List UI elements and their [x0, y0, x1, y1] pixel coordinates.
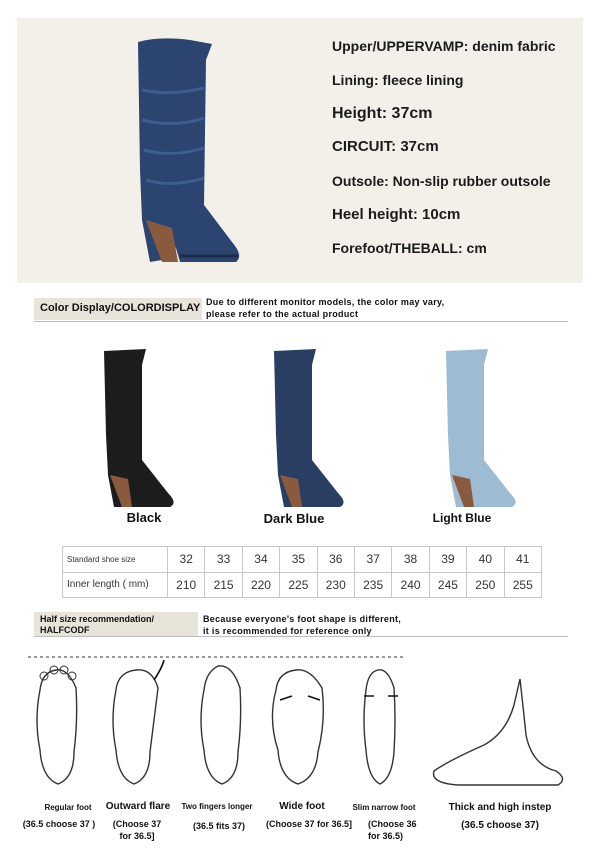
foot-caption-wide: Wide foot [279, 801, 325, 812]
boot-black-image [96, 345, 186, 510]
half-size-note-line1: Because everyone's foot shape is different, [203, 614, 402, 624]
spec-forefoot: Forefoot/THEBALL: cm [332, 240, 487, 256]
length-cell: 250 [467, 572, 504, 598]
foot-sub-high-instep: (36.5 choose 37) [461, 820, 539, 831]
size-cell: 32 [168, 547, 205, 573]
divider [34, 321, 568, 322]
length-cell: 255 [504, 572, 541, 598]
spec-height: Height: 37cm [332, 105, 433, 122]
foot-sub-outward-flare: (Choose 37 for 36.5] [112, 819, 162, 841]
foot-caption-regular: Regular foot [44, 803, 92, 812]
color-label-light-blue: Light Blue [432, 511, 492, 525]
foot-high-instep-icon [428, 675, 573, 790]
foot-two-fingers-icon [192, 660, 252, 790]
length-row-label: Inner length ( mm) [63, 572, 168, 598]
spec-circuit: CIRCUIT: 37cm [332, 138, 439, 155]
foot-sub-slim: (Choose 36 for 36.5) [368, 819, 417, 841]
length-cell: 225 [280, 572, 317, 598]
size-row [63, 547, 542, 573]
spec-lining: Lining: fleece lining [332, 72, 464, 88]
size-cell: 37 [354, 547, 391, 573]
spec-upper: Upper/UPPERVAMP: denim fabric [332, 38, 556, 54]
half-size-note [203, 613, 401, 637]
foot-wide-icon [266, 660, 332, 790]
size-cell: 33 [205, 547, 242, 573]
length-cell: 240 [392, 572, 429, 598]
half-size-tab-line2: HALFCODF [40, 625, 90, 635]
half-size-tab [34, 612, 198, 636]
spec-panel [17, 18, 583, 283]
spec-outsole: Outsole: Non-slip rubber outsole [332, 173, 551, 189]
color-note-line2: please refer to the actual product [206, 309, 359, 319]
foot-caption-slim: Slim narrow foot [352, 803, 416, 812]
foot-caption-outward-flare: Outward flare [105, 801, 171, 812]
color-label-black: Black [126, 510, 162, 525]
foot-regular-icon [28, 660, 88, 790]
size-cell: 34 [242, 547, 279, 573]
length-cell: 235 [354, 572, 391, 598]
size-cell: 41 [504, 547, 541, 573]
size-cell: 40 [467, 547, 504, 573]
foot-sub-regular: (36.5 choose 37 ) [22, 819, 96, 829]
color-display-tab: Color Display/COLORDISPLAY [34, 298, 202, 320]
length-cell: 245 [429, 572, 466, 598]
length-cell: 210 [168, 572, 205, 598]
length-row [63, 572, 542, 598]
color-note [206, 296, 444, 320]
half-size-note-line2: it is recommended for reference only [203, 626, 372, 636]
boot-light-blue-image [438, 345, 528, 510]
size-cell: 35 [280, 547, 317, 573]
foot-slim-narrow-icon [352, 660, 408, 790]
color-note-line1: Due to different monitor models, the color may vary, [206, 297, 445, 307]
size-cell: 39 [429, 547, 466, 573]
length-cell: 220 [242, 572, 279, 598]
size-cell: 38 [392, 547, 429, 573]
boot-dark-blue-image [266, 345, 356, 510]
half-size-tab-line1: Half size recommendation/ [40, 614, 155, 624]
foot-sub-wide: (Choose 37 for 36.5] [266, 819, 353, 829]
spec-heel-height: Heel height: 10cm [332, 206, 461, 223]
foot-sub-two-fingers: (36.5 fits 37) [192, 821, 246, 831]
size-table [62, 546, 542, 598]
foot-outward-flare-icon [104, 660, 174, 790]
foot-caption-two-fingers: Two fingers longer [181, 802, 253, 811]
color-label-dark-blue: Dark Blue [263, 511, 325, 526]
size-cell: 36 [317, 547, 354, 573]
length-cell: 230 [317, 572, 354, 598]
divider [34, 636, 568, 637]
foot-caption-high-instep: Thick and high instep [448, 802, 552, 813]
size-row-label: Standard shoe size [63, 547, 168, 573]
product-boot-image [120, 30, 260, 275]
length-cell: 215 [205, 572, 242, 598]
